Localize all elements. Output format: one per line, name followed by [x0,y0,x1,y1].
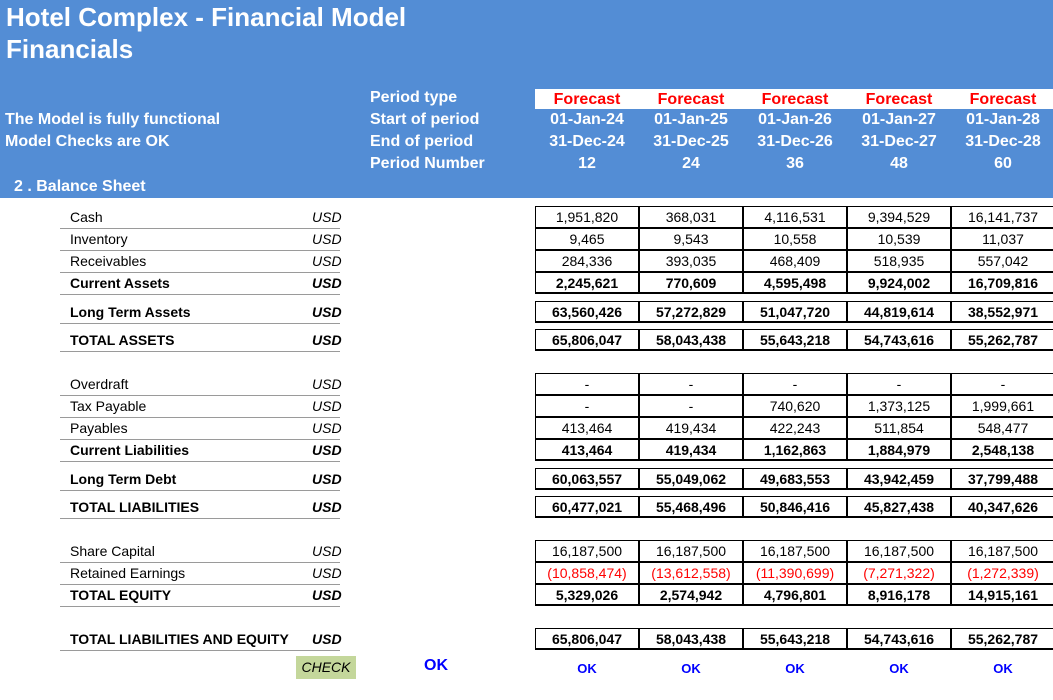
value-cell[interactable]: 57,272,829 [639,301,743,323]
value-cell[interactable]: 4,116,531 [743,206,847,228]
row-unit: USD [312,587,342,603]
row-rule [60,461,340,462]
row-unit: USD [312,398,342,414]
sheet-title: Financials [6,34,134,64]
check-label: CHECK [296,656,356,679]
row-rule [60,584,340,585]
row-rule [60,650,340,651]
value-cell[interactable]: 468,409 [743,250,847,272]
row-label: Long Term Assets [70,304,191,320]
row-unit: USD [312,253,342,269]
value-cell[interactable]: 14,915,161 [951,584,1053,606]
period-end-cell: 31-Dec-24 [549,133,625,150]
value-cell[interactable]: 4,796,801 [743,584,847,606]
row-unit: USD [312,209,342,225]
value-cell[interactable]: 16,187,500 [847,540,951,562]
period-start-cell: 01-Jan-28 [966,111,1040,128]
value-cell[interactable]: 45,827,438 [847,496,951,518]
row-label: Current Assets [70,275,170,291]
value-cell[interactable]: 38,552,971 [951,301,1053,323]
row-label: Inventory [70,231,128,247]
value-cell[interactable]: 368,031 [639,206,743,228]
row-rule [60,250,340,251]
period-start-cell: 01-Jan-25 [654,111,728,128]
value-cell[interactable]: 10,558 [743,228,847,250]
value-cell[interactable]: 63,560,426 [535,301,639,323]
value-cell[interactable]: 9,924,002 [847,272,951,294]
model-checks-text: Model Checks are OK [5,133,170,150]
value-cell[interactable]: 4,595,498 [743,272,847,294]
value-cell[interactable]: - [743,373,847,395]
value-cell[interactable]: 54,743,616 [847,329,951,351]
start-period-label: Start of period [370,111,480,128]
period-type-cell: Forecast [951,89,1053,109]
value-cell[interactable]: 16,709,816 [951,272,1053,294]
period-type-label: Period type [370,89,458,106]
value-cell[interactable]: 50,846,416 [743,496,847,518]
row-rule [60,294,340,295]
value-cell[interactable]: 55,468,496 [639,496,743,518]
row-label: TOTAL ASSETS [70,332,175,348]
value-cell[interactable]: 55,262,787 [951,329,1053,351]
row-rule [60,490,340,491]
check-ok-cell: OK [993,661,1013,676]
value-cell[interactable]: 37,799,488 [951,468,1053,490]
value-cell[interactable]: - [639,395,743,417]
value-cell[interactable]: 55,643,218 [743,329,847,351]
period-type-cell: Forecast [847,89,951,109]
value-cell[interactable]: 58,043,438 [639,628,743,650]
value-cell[interactable]: 419,434 [639,439,743,461]
value-cell[interactable]: 1,951,820 [535,206,639,228]
value-cell[interactable]: 58,043,438 [639,329,743,351]
check-ok-cell: OK [785,661,805,676]
section-title: 2 . Balance Sheet [14,178,146,195]
value-cell[interactable]: 16,187,500 [951,540,1053,562]
value-cell[interactable]: (1,272,339) [951,562,1053,584]
row-rule [60,518,340,519]
row-unit: USD [312,231,342,247]
value-cell[interactable]: (11,390,699) [743,562,847,584]
row-rule [60,562,340,563]
value-cell[interactable]: - [951,373,1053,395]
row-unit: USD [312,275,342,291]
period-start-cell: 01-Jan-26 [758,111,832,128]
period-end-cell: 31-Dec-28 [965,133,1041,150]
value-cell[interactable]: 65,806,047 [535,329,639,351]
row-rule [60,323,340,324]
value-cell[interactable]: 1,162,863 [743,439,847,461]
row-label: Long Term Debt [70,471,177,487]
period-start-cell: 01-Jan-27 [862,111,936,128]
row-unit: USD [312,631,342,647]
value-cell[interactable]: 5,329,026 [535,584,639,606]
value-cell[interactable]: 16,187,500 [743,540,847,562]
period-end-cell: 31-Dec-25 [653,133,729,150]
period-type-cell: Forecast [639,89,743,109]
row-unit: USD [312,304,342,320]
value-cell[interactable]: 284,336 [535,250,639,272]
row-rule [60,272,340,273]
row-rule [60,439,340,440]
model-title: Hotel Complex - Financial Model [6,2,407,32]
value-cell[interactable]: 55,262,787 [951,628,1053,650]
row-label: Cash [70,209,103,225]
row-label: Retained Earnings [70,565,186,581]
check-ok-cell: OK [889,661,909,676]
row-label: Tax Payable [70,398,147,414]
value-cell[interactable]: 2,548,138 [951,439,1053,461]
value-cell[interactable]: 740,620 [743,395,847,417]
value-cell[interactable]: 49,683,553 [743,468,847,490]
model-status-text: The Model is fully functional [5,111,221,128]
value-cell[interactable]: 16,187,500 [535,540,639,562]
value-cell[interactable]: (7,271,322) [847,562,951,584]
value-cell[interactable]: 511,854 [847,417,951,439]
value-cell[interactable]: - [639,373,743,395]
row-unit: USD [312,420,342,436]
period-start-cell: 01-Jan-24 [550,111,624,128]
period-number-cell: 60 [994,155,1012,172]
value-cell[interactable]: 1,373,125 [847,395,951,417]
value-cell[interactable]: 1,884,979 [847,439,951,461]
period-number-cell: 36 [786,155,804,172]
row-unit: USD [312,332,342,348]
period-end-cell: 31-Dec-27 [861,133,937,150]
row-label: Current Liabilities [70,442,190,458]
value-cell[interactable]: - [535,395,639,417]
value-cell[interactable]: 16,141,737 [951,206,1053,228]
value-cell[interactable]: 393,035 [639,250,743,272]
value-cell[interactable]: (10,858,474) [535,562,639,584]
value-cell[interactable]: 9,543 [639,228,743,250]
row-unit: USD [312,442,342,458]
check-ok-cell: OK [681,661,701,676]
value-cell[interactable]: 419,434 [639,417,743,439]
value-cell[interactable]: 40,347,626 [951,496,1053,518]
value-cell[interactable]: 413,464 [535,439,639,461]
value-cell[interactable]: 548,477 [951,417,1053,439]
value-cell[interactable]: 44,819,614 [847,301,951,323]
value-cell[interactable]: 422,243 [743,417,847,439]
row-rule [60,351,340,352]
row-label: Share Capital [70,543,155,559]
value-cell[interactable]: 65,806,047 [535,628,639,650]
value-cell[interactable]: 9,394,529 [847,206,951,228]
period-type-cell: Forecast [743,89,847,109]
value-cell[interactable]: 1,999,661 [951,395,1053,417]
value-cell[interactable]: 9,465 [535,228,639,250]
check-ok-cell: OK [577,661,597,676]
value-cell[interactable]: 8,916,178 [847,584,951,606]
value-cell[interactable]: 413,464 [535,417,639,439]
value-cell[interactable]: 55,643,218 [743,628,847,650]
period-type-cell: Forecast [535,89,639,109]
value-cell[interactable]: 60,063,557 [535,468,639,490]
value-cell[interactable]: (13,612,558) [639,562,743,584]
row-unit: USD [312,376,342,392]
period-end-cell: 31-Dec-26 [757,133,833,150]
end-period-label: End of period [370,133,474,150]
row-unit: USD [312,499,342,515]
row-rule [60,228,340,229]
row-label: Overdraft [70,376,129,392]
value-cell[interactable]: 54,743,616 [847,628,951,650]
row-label: Receivables [70,253,147,269]
value-cell[interactable]: 43,942,459 [847,468,951,490]
row-label: TOTAL LIABILITIES AND EQUITY [70,631,289,647]
value-cell[interactable]: 557,042 [951,250,1053,272]
period-number-cell: 48 [890,155,908,172]
row-rule [60,606,340,607]
row-unit: USD [312,471,342,487]
check-status: OK [424,657,448,674]
value-cell[interactable]: 11,037 [951,228,1053,250]
value-cell[interactable]: - [847,373,951,395]
row-rule [60,395,340,396]
period-number-cell: 12 [578,155,596,172]
value-cell[interactable]: 55,049,062 [639,468,743,490]
value-cell[interactable]: 60,477,021 [535,496,639,518]
value-cell[interactable]: 770,609 [639,272,743,294]
value-cell[interactable]: 10,539 [847,228,951,250]
row-rule [60,417,340,418]
value-cell[interactable]: 16,187,500 [639,540,743,562]
value-cell[interactable]: 51,047,720 [743,301,847,323]
row-unit: USD [312,565,342,581]
value-cell[interactable]: 2,574,942 [639,584,743,606]
period-number-cell: 24 [682,155,700,172]
row-unit: USD [312,543,342,559]
row-label: TOTAL LIABILITIES [70,499,200,515]
row-label: TOTAL EQUITY [70,587,172,603]
row-label: Payables [70,420,128,436]
period-number-label: Period Number [370,155,485,172]
value-cell[interactable]: 2,245,621 [535,272,639,294]
value-cell[interactable]: 518,935 [847,250,951,272]
value-cell[interactable]: - [535,373,639,395]
